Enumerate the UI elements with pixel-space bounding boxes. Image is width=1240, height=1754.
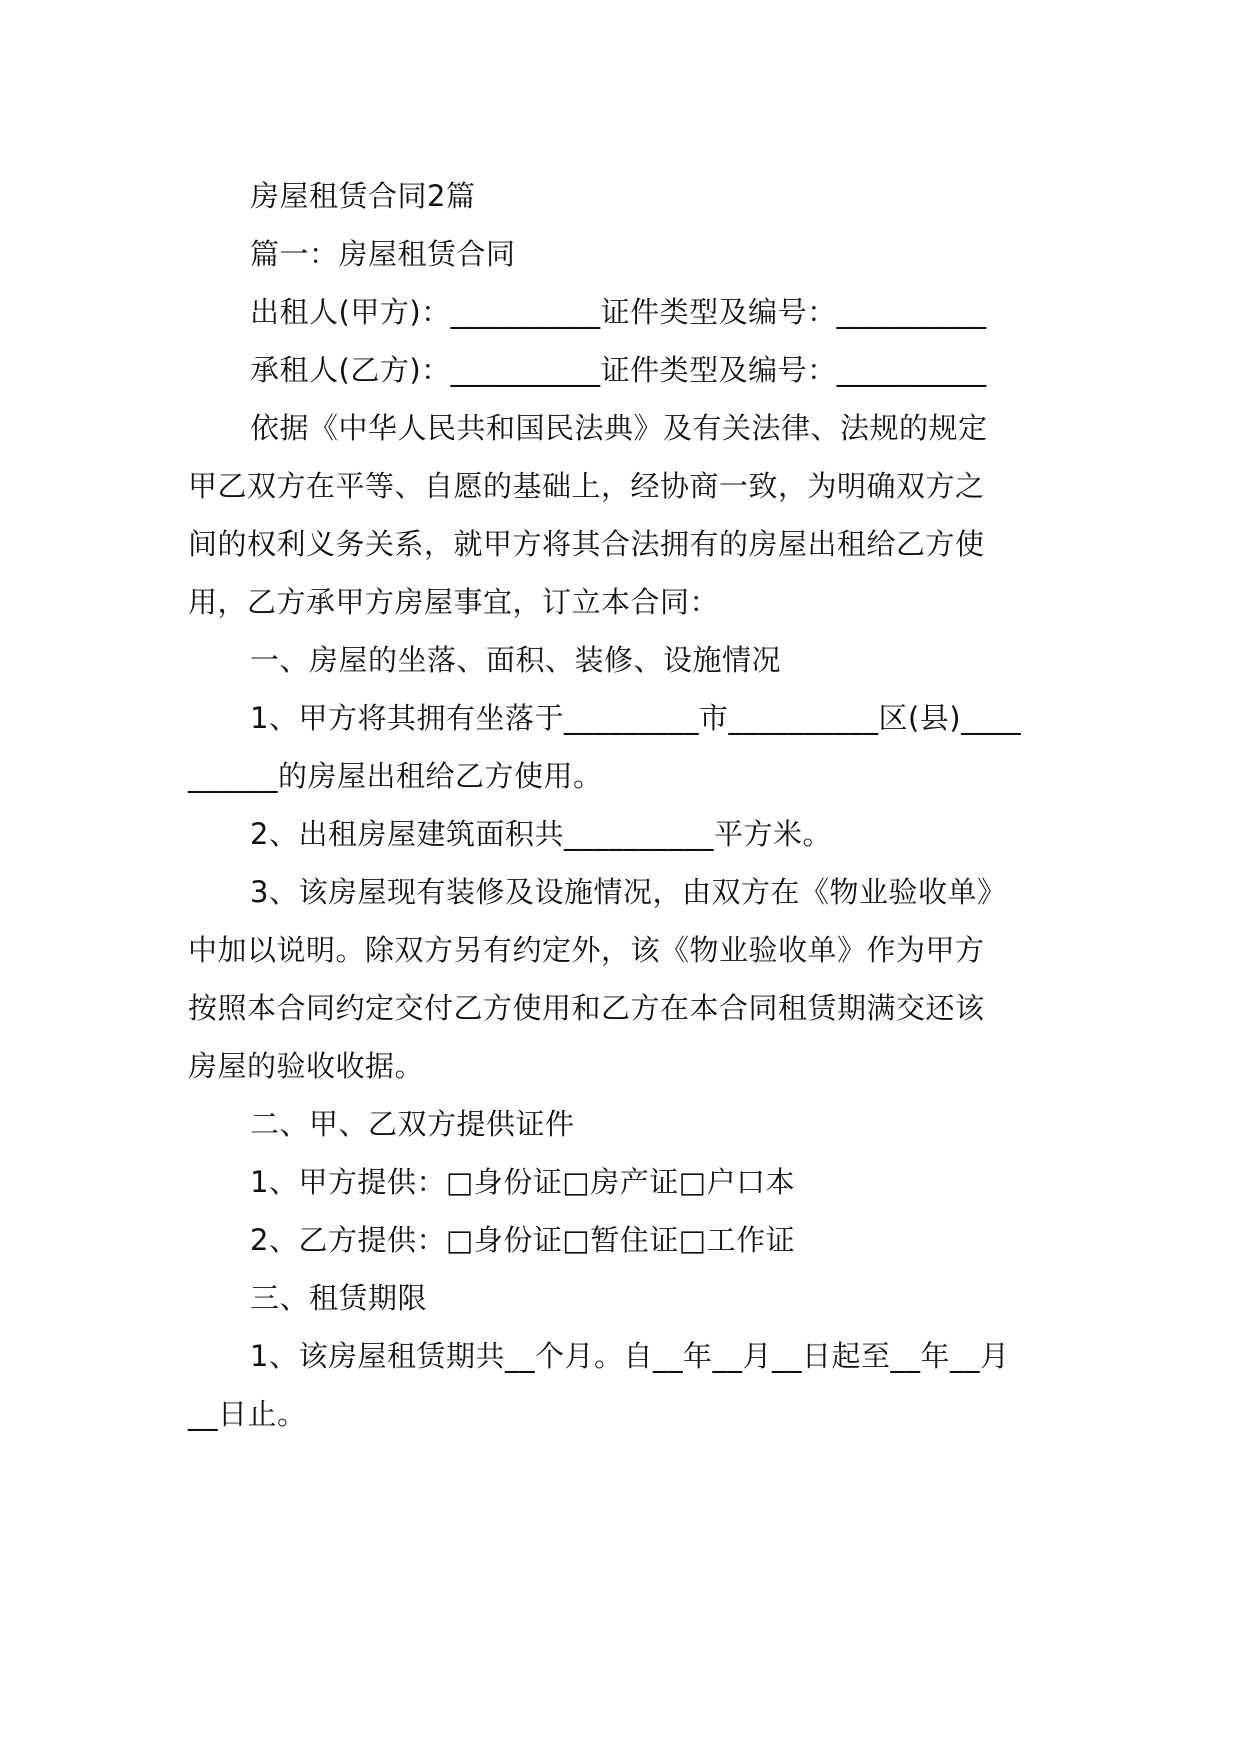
clause-line: 2、出租房屋建筑面积共__________平方米。 [250, 817, 832, 851]
paragraph-line: 甲乙双方在平等、自愿的基础上，经协商一致，为明确双方之 [188, 469, 985, 503]
clause-line: 3、该房屋现有装修及设施情况，由双方在《物业验收单》 [250, 875, 1007, 909]
paragraph-line: 用，乙方承甲方房屋事宜，订立本合同： [188, 585, 720, 619]
document-title: 房屋租赁合同2篇 [250, 179, 476, 213]
section-heading: 二、甲、乙双方提供证件 [250, 1107, 575, 1141]
section-heading: 篇一：房屋租赁合同 [250, 237, 516, 271]
lessor-line: 出租人(甲方)：__________证件类型及编号：__________ [250, 295, 987, 329]
section-heading: 一、房屋的坐落、面积、装修、设施情况 [250, 643, 782, 677]
clause-line: 中加以说明。除双方另有约定外，该《物业验收单》作为甲方 [188, 933, 985, 967]
paragraph-line: 间的权利义务关系，就甲方将其合法拥有的房屋出租给乙方使 [188, 527, 985, 561]
clause-line: __日止。 [188, 1397, 307, 1431]
clause-line: 2、乙方提供：□身份证□暂住证□工作证 [250, 1223, 796, 1257]
clause-line: 1、甲方提供：□身份证□房产证□户口本 [250, 1165, 796, 1199]
paragraph-line: 依据《中华人民共和国民法典》及有关法律、法规的规定 [250, 411, 988, 445]
clause-line: 按照本合同约定交付乙方使用和乙方在本合同租赁期满交还该 [188, 991, 985, 1025]
clause-line: ______的房屋出租给乙方使用。 [188, 759, 603, 793]
lessee-line: 承租人(乙方)：__________证件类型及编号：__________ [250, 353, 987, 387]
clause-line: 1、该房屋租赁期共__个月。自__年__月__日起至__年__月 [250, 1339, 1010, 1373]
clause-line: 房屋的验收收据。 [188, 1049, 425, 1083]
section-heading: 三、租赁期限 [250, 1281, 428, 1315]
clause-line: 1、甲方将其拥有坐落于_________市__________区(县)____ [250, 701, 1022, 735]
